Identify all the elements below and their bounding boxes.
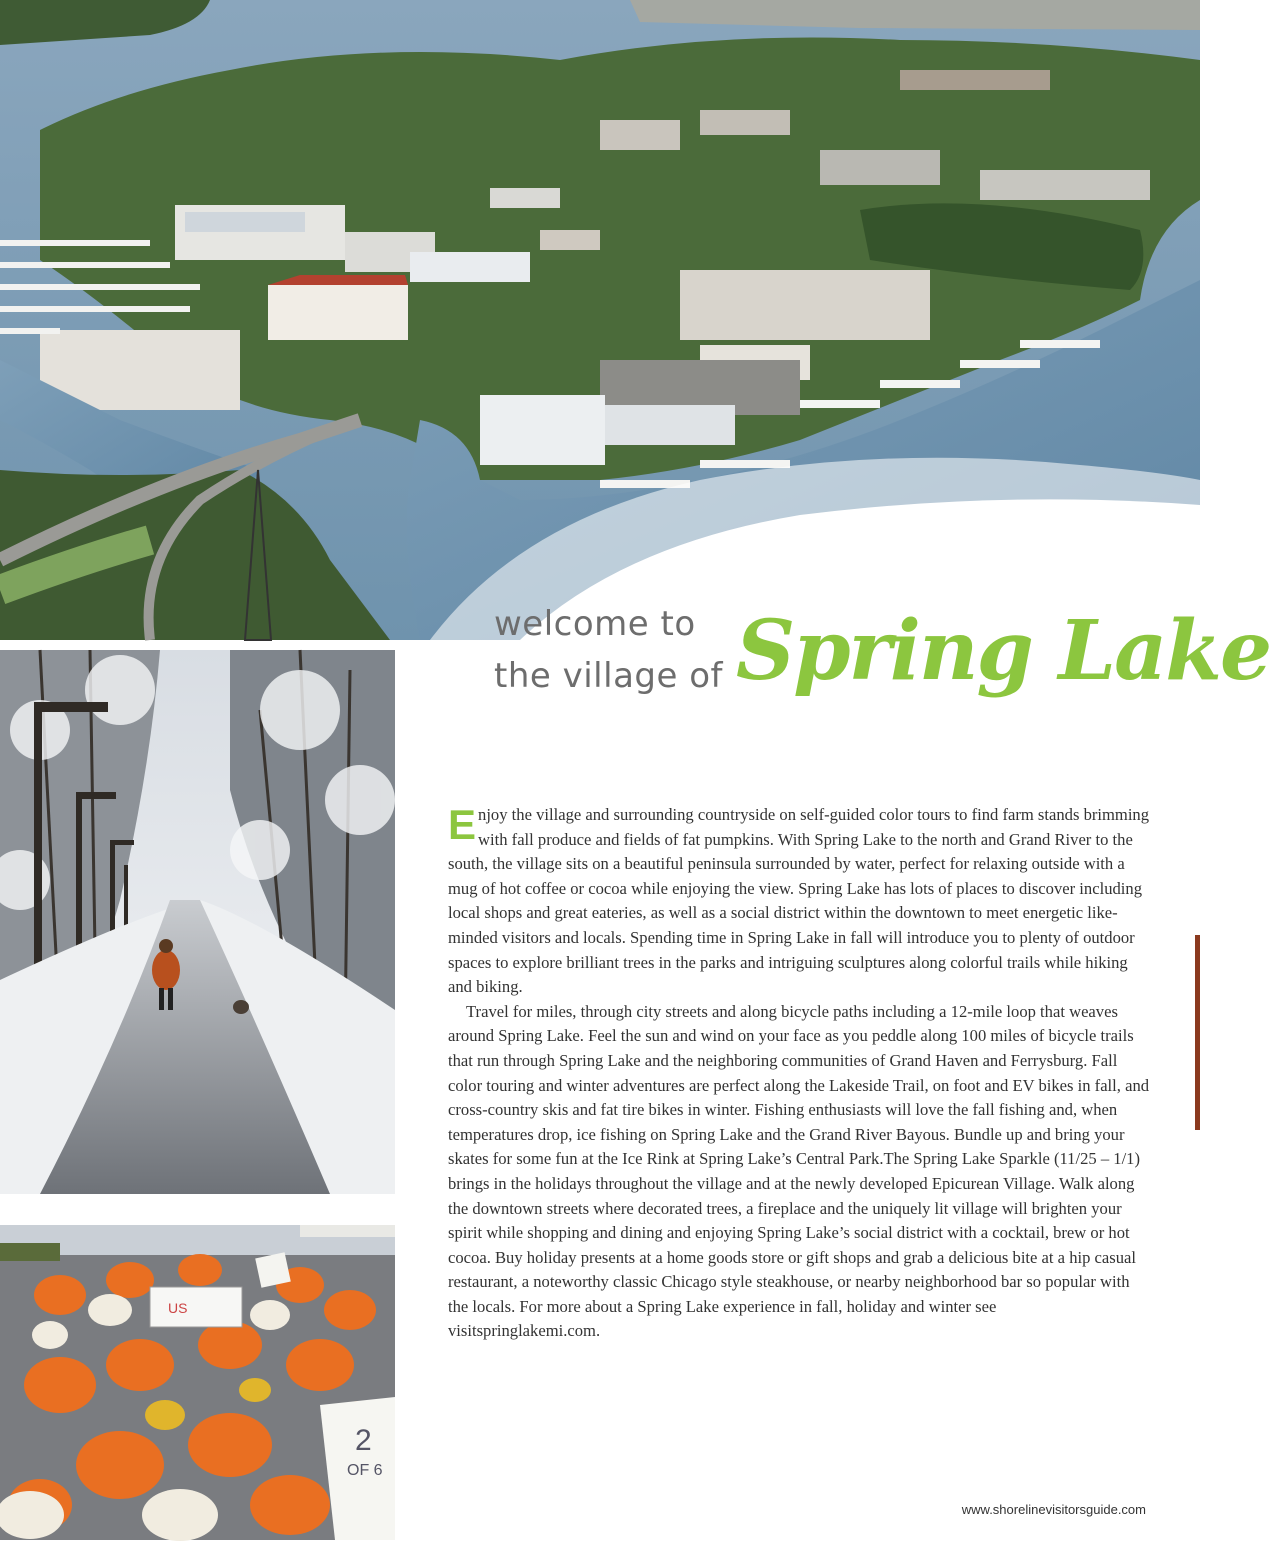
pumpkin-sign-price: 2 — [355, 1424, 372, 1457]
winter-trail-photo — [0, 650, 395, 1194]
pumpkin-stand-photo — [0, 1225, 395, 1540]
headline-spring-lake: Spring Lake — [736, 603, 1270, 699]
article-paragraph-1-text: njoy the village and surrounding countryside on self-guided color tours to find farm stands brimming with fall produce and fields of fat pumpkins. With Spring Lake to the north and Grand River to the south, the village sits on a beautiful peninsula surrounded by water, perfect for relaxing outside with a mug of hot coffee or cocoa while enjoying the view. Spring Lake has lots of places to discover including local shops and great eateries, as well as a social district within the downtown to meet energetic like-minded visitors and locals. Spending time in Spring Lake in fall will introduce you to plenty of outdoor spaces to explore brilliant trees in the parks and intriguing sculptures along colorful trails while hiking and biking. — [448, 805, 1150, 997]
pumpkin-sign-sub: OF 6 — [347, 1462, 383, 1479]
headline-line-1: welcome to — [494, 604, 696, 644]
headline-welcome — [494, 598, 734, 702]
hero-aerial-photo — [0, 0, 1200, 640]
headline-line-2: the village of — [494, 656, 723, 696]
article-body — [448, 803, 1150, 1344]
article-paragraph-2: Travel for miles, through city streets and along bicycle paths including a 12-mile loop that weaves around Spring Lake. Feel the sun and wind on your face as you peddle along 100 miles of bicycle trails that run through Spring Lake and the neighboring communities of Grand Haven and Ferrysburg. Fall color touring and winter adventures are perfect along the Lakeside Trail, on foot and EV bikes in fall, and cross-country skis and fat tire bikes in winter. Fishing enthusiasts will love the fall fishing and, when temperatures drop, ice fishing on Spring Lake and the Grand River Bayous. Bundle up and bring your skates for some fun at the Ice Rink at Spring Lake’s Central Park.The Spring Lake Sparkle (11/25 – 1/1) brings in the holidays throughout the village and at the newly developed Epicurean Village. Walk along the downtown streets where decorated trees, a fireplace and the uniquely lit village will brighten your spirit while shopping and dining and enjoying Spring Lake’s social district with a cocktail, brew or hot cocoa. Buy holiday presents at a home goods store or gift shops and grab a delicious bite at a hip casual restaurant, a noteworthy classic Chicago style steakhouse, or nearby neighborhood bar so popular with the locals. For more about a Spring Lake experience in fall, holiday and winter see visitspringlakemi.com. — [448, 1001, 1150, 1341]
dropcap-letter: E — [448, 801, 477, 848]
page-edge-tab — [1195, 935, 1200, 1130]
footer-website-url[interactable]: www.shorelinevisitorsguide.com — [961, 1502, 1146, 1517]
pumpkin-sign-left: US — [168, 1300, 188, 1316]
article-paragraph-1 — [448, 803, 1150, 1000]
